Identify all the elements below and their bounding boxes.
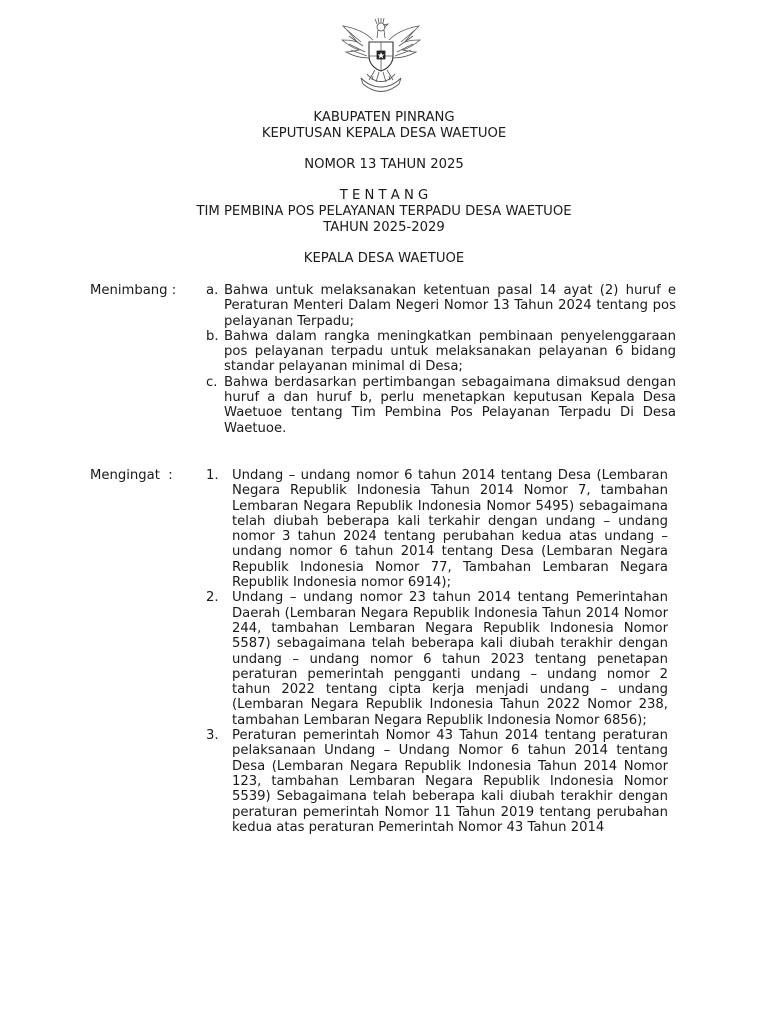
list-item (206, 375, 676, 436)
menimbang-label: Menimbang : (90, 283, 177, 298)
decree-subject: TIM PEMBINA POS PELAYANAN TERPADU DESA WAETUOE (196, 204, 572, 219)
item-marker: c. (206, 374, 218, 390)
item-text: Bahwa dalam rangka meningkatkan pembinaan penyelenggaraan pos pelayanan terpadu untuk melaksanakan pelayanan 6 bidang standar pelayanan minimal di Desa; (224, 328, 676, 375)
tentang-heading: T E N T A N G (339, 188, 429, 203)
mengingat-label: Mengingat : (90, 468, 173, 483)
list-item (206, 468, 668, 590)
official-title: KEPALA DESA WAETUOE (303, 251, 465, 266)
mengingat-list (206, 468, 668, 835)
item-text: Peraturan pemerintah Nomor 43 Tahun 2014 tentang peraturan pelaksanaan Undang – Undang Nomor 6 tahun 2014 tentang Desa (Lembaran Negara Republik Indonesia Tahun 2014 Nomor 123, tambahan Lembaran Negara Republik Indonesia Nomor 5539) Sebagaimana telah beberapa kali diubah terakhir dengan peraturan pemerintah Nomor 11 Tahun 2019 tentang perubahan kedua atas peraturan Pemerintah Nomor 43 Tahun 2014 (232, 728, 668, 835)
menimbang-list (206, 283, 676, 436)
list-item (206, 283, 676, 329)
list-item (206, 590, 668, 728)
item-marker: 3. (206, 728, 219, 744)
decree-title: KEPUTUSAN KEPALA DESA WAETUOE (261, 126, 507, 141)
garuda-emblem-icon (339, 18, 423, 94)
item-marker: a. (206, 283, 219, 298)
item-text: Undang – undang nomor 6 tahun 2014 tentang Desa (Lembaran Negara Republik Indonesia Tahun 2014 Nomor 7, tambahan Lembaran Negara Republik Indonesia Nomor 5495) sebagaimana telah diubah beberapa kali terkahir dengan undang – undang nomor 3 tahun 2024 tentang perubahan kedua atas undang – undang nomor 6 tahun 2014 tentang Desa (Lembaran Negara Republik Indonesia Nomor 77, Tambahan Lembaran Negara Republik Indonesia nomor 6914); (232, 468, 668, 591)
decree-number: NOMOR 13 TAHUN 2025 (304, 157, 464, 172)
item-text: Undang – undang nomor 23 tahun 2014 tentang Pemerintahan Daerah (Lembaran Negara Republik Indonesia Tahun 2014 Nomor 244, tambahan Lembaran Negara Republik Indonesia Nomor 5587) sebagaimana telah beberapa kali diubah terakhir dengan undang – undang nomor 6 tahun 2023 tentang penetapan peraturan pemerintah pengganti undang – undang nomor 2 tahun 2022 tentang cipta kerja menjadi undang – undang (Lembaran Negara Republik Indonesia Tahun 2022 Nomor 238, tambahan Lembaran Negara Republik Indonesia Nomor 6856); (232, 590, 668, 728)
item-text: Bahwa untuk melaksanakan ketentuan pasal 14 ayat (2) huruf e Peraturan Menteri Dalam Negeri Nomor 13 Tahun 2024 tentang pos pelayanan Terpadu; (224, 283, 676, 329)
list-item (206, 728, 668, 835)
decree-period: TAHUN 2025-2029 (323, 220, 445, 235)
item-marker: 1. (206, 468, 219, 483)
item-marker: b. (206, 328, 219, 344)
item-marker: 2. (206, 590, 219, 606)
item-text: Bahwa berdasarkan pertimbangan sebagaimana dimaksud dengan huruf a dan huruf b, perlu menetapkan keputusan Kepala Desa Waetuoe tentang Tim Pembina Pos Pelayanan Terpadu Di Desa Waetuoe. (224, 374, 676, 436)
regency-name: KABUPATEN PINRANG (313, 110, 455, 125)
list-item (206, 329, 676, 375)
